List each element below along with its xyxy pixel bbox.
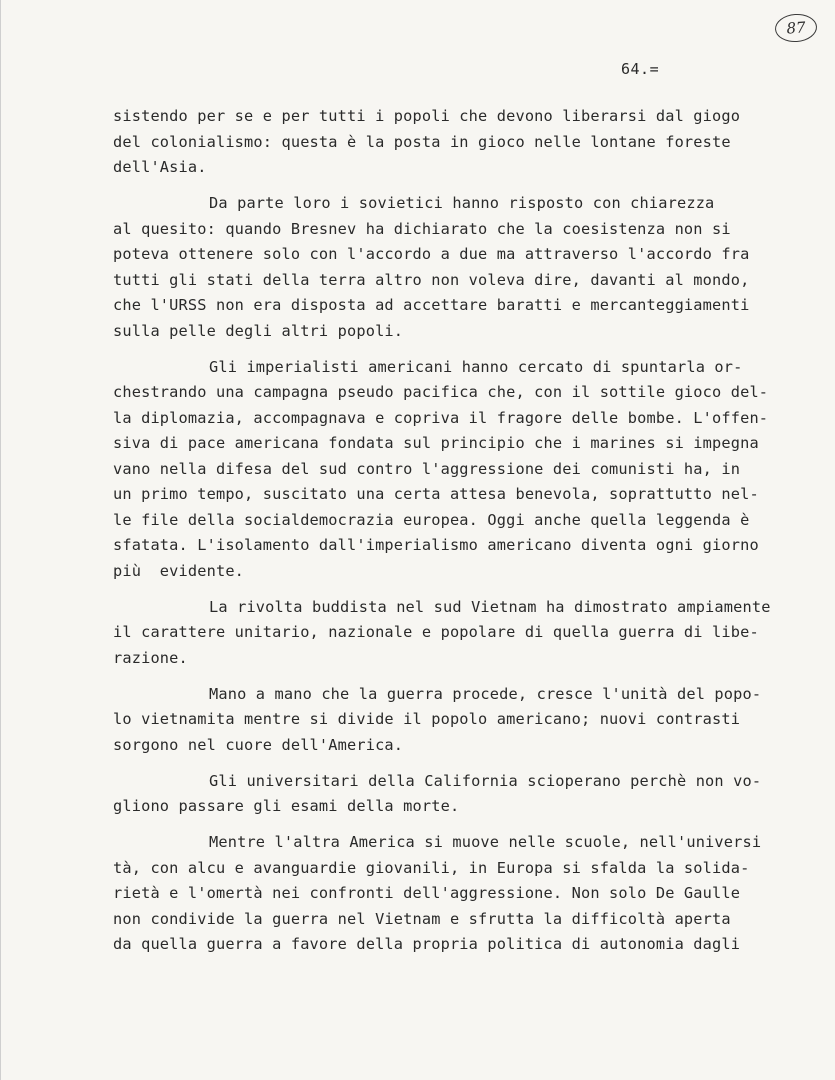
archive-number-stamp: 87 — [774, 13, 818, 44]
text-line: la diplomazia, accompagnava e copriva il fragore delle bombe. L'offen- — [113, 408, 769, 427]
text-line: sistendo per se e per tutti i popoli che devono liberarsi dal giogo — [113, 107, 741, 125]
text-line: al quesito: quando Bresnev ha dichiarato che la coesistenza non si — [113, 219, 731, 238]
text-line: poteva ottenere solo con l'accordo a due ma attraverso l'accordo fra — [113, 245, 750, 263]
text-line: sfatata. L'isolamento dall'imperialismo americano diventa ogni giorno — [113, 536, 759, 554]
text-line: Gli universitari della California scioperano perchè non vo- — [209, 771, 762, 790]
body-text — [113, 104, 793, 958]
text-line: Da parte loro i sovietici hanno risposto con chiarezza — [209, 194, 715, 212]
text-line: più evidente. — [113, 561, 245, 580]
text-line: che l'URSS non era disposta ad accettare baratti e mercanteggiamenti — [113, 296, 750, 314]
text-line: Mentre l'altra America si muove nelle scuole, nell'universi — [209, 833, 762, 851]
text-line: rietà e l'omertà nei confronti dell'aggressione. Non solo De Gaulle — [113, 884, 741, 902]
text-line: le file della socialdemocrazia europea. Oggi anche quella leggenda è — [113, 510, 750, 529]
text-line: Mano a mano che la guerra procede, cresce l'unità del popo- — [209, 684, 762, 703]
text-line: gliono passare gli esami della morte. — [113, 797, 460, 815]
text-line: siva di pace americana fondata sul principio che i marines si impegna — [113, 434, 759, 452]
text-line: vano nella difesa del sud contro l'aggressione dei comunisti ha, in — [113, 459, 741, 478]
text-line: razione. — [113, 648, 188, 667]
text-line: La rivolta buddista nel sud Vietnam ha dimostrato ampiamente — [209, 597, 771, 616]
text-line: tà, con alcu e avanguardie giovanili, in Europa si sfalda la solida- — [113, 858, 750, 877]
text-line: sulla pelle degli altri popoli. — [113, 321, 404, 340]
text-line: il carattere unitario, nazionale e popolare di quella guerra di libe- — [113, 623, 759, 641]
text-line: tutti gli stati della terra altro non voleva dire, davanti al mondo, — [113, 270, 750, 289]
text-line: lo vietnamita mentre si divide il popolo americano; nuovi contrasti — [113, 710, 741, 728]
page-number: 64.= — [621, 60, 660, 78]
text-line: sorgono nel cuore dell'America. — [113, 735, 404, 754]
text-line: dell'Asia. — [113, 158, 207, 176]
text-line: non condivide la guerra nel Vietnam e sfrutta la difficoltà aperta — [113, 909, 731, 928]
text-line: Gli imperialisti americani hanno cercato di spuntarla or- — [209, 357, 743, 376]
text-line: un primo tempo, suscitato una certa attesa benevola, soprattutto nel- — [113, 485, 759, 503]
text-line: del colonialismo: questa è la posta in gioco nelle lontane foreste — [113, 132, 731, 151]
text-line: chestrando una campagna pseudo pacifica che, con il sottile gioco del- — [113, 383, 769, 401]
text-line: da quella guerra a favore della propria politica di autonomia dagli — [113, 935, 741, 953]
